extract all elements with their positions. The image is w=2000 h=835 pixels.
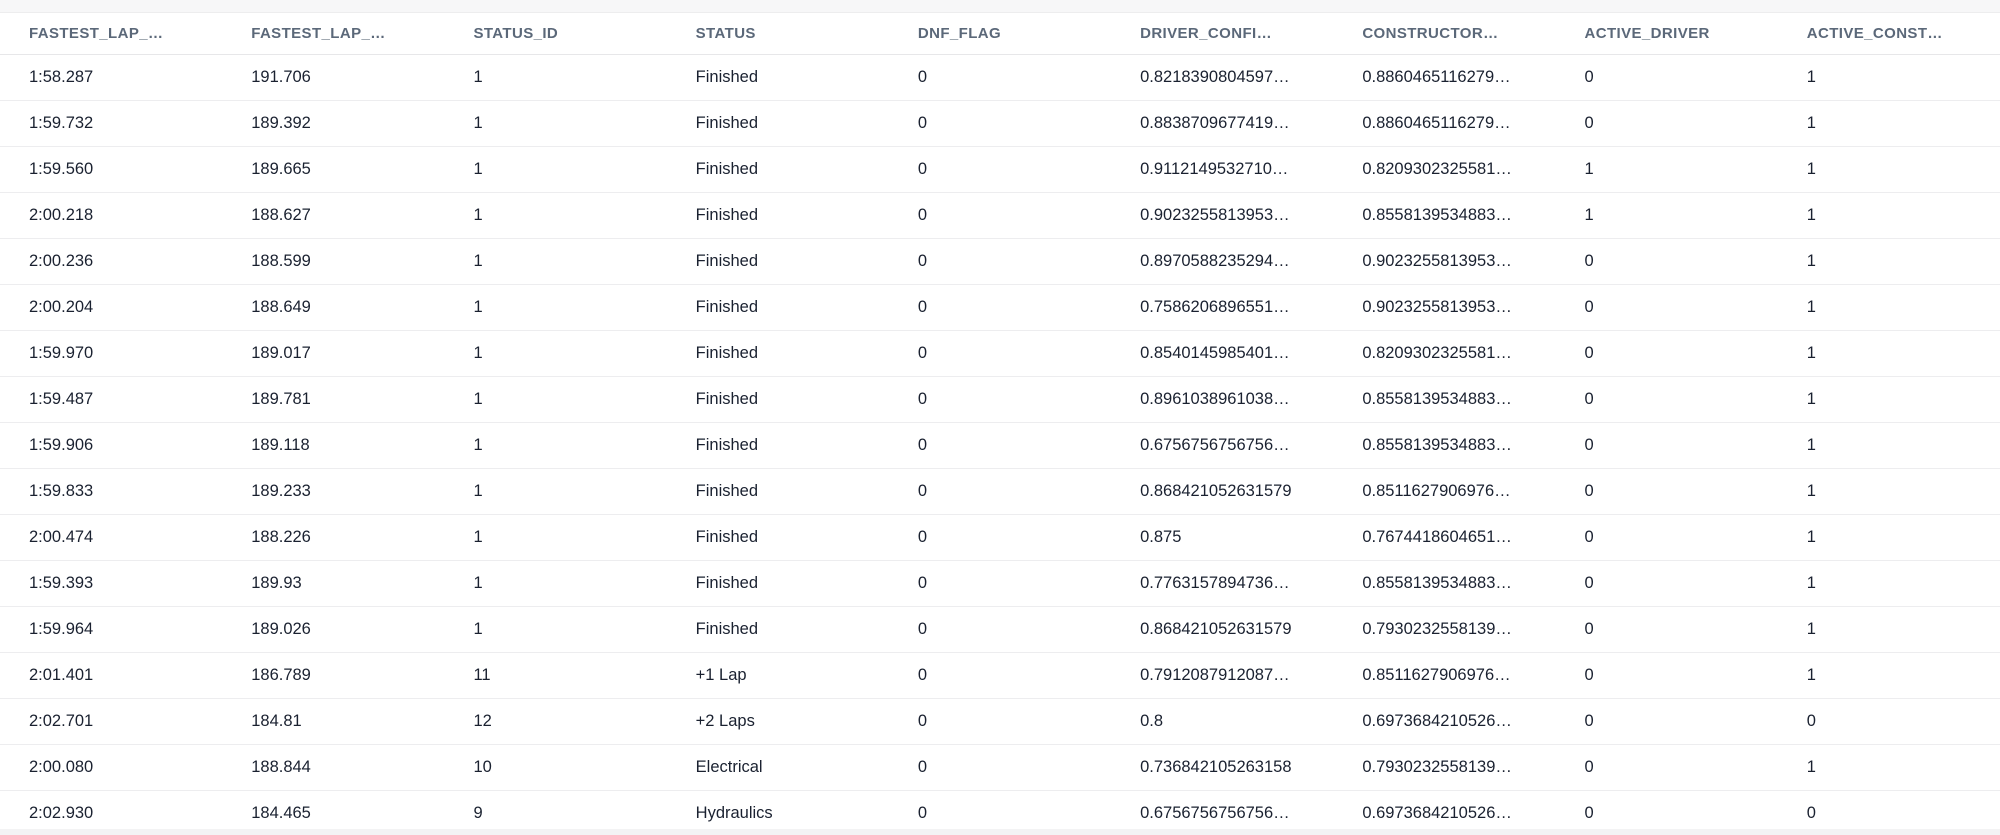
- table-cell: 1: [1778, 100, 2000, 146]
- table-cell: 9: [444, 790, 666, 835]
- table-cell: 0.875: [1111, 514, 1333, 560]
- table-cell: 1: [444, 376, 666, 422]
- column-header[interactable]: STATUS: [667, 13, 889, 54]
- table-cell: 0.6756756756756…: [1111, 422, 1333, 468]
- table-cell: 0.8540145985401…: [1111, 330, 1333, 376]
- table-cell: 0: [889, 238, 1111, 284]
- table-row: [0, 744, 2000, 790]
- horizontal-scrollbar-track[interactable]: [0, 829, 2000, 835]
- table-cell: 2:02.701: [0, 698, 222, 744]
- table-row: [0, 284, 2000, 330]
- table-cell: 0.6973684210526…: [1333, 698, 1555, 744]
- table-cell: 1: [444, 468, 666, 514]
- table-cell: 186.789: [222, 652, 444, 698]
- table-cell: 1: [444, 330, 666, 376]
- table-cell: 1: [1778, 514, 2000, 560]
- table-body: [0, 54, 2000, 835]
- table-cell: 1: [444, 238, 666, 284]
- column-header[interactable]: STATUS_ID: [444, 13, 666, 54]
- table-cell: 0: [889, 376, 1111, 422]
- table-cell: 1: [444, 54, 666, 100]
- table-cell: 184.465: [222, 790, 444, 835]
- table-cell: 0: [889, 192, 1111, 238]
- table-cell: Finished: [667, 606, 889, 652]
- table-cell: 0: [889, 468, 1111, 514]
- table-cell: 2:02.930: [0, 790, 222, 835]
- table-cell: 0.8970588235294…: [1111, 238, 1333, 284]
- table-cell: 0: [1556, 376, 1778, 422]
- table-cell: 1: [1778, 744, 2000, 790]
- table-header-row: [0, 13, 2000, 54]
- table-cell: Hydraulics: [667, 790, 889, 835]
- table-cell: 0: [889, 100, 1111, 146]
- table-cell: 1: [1778, 330, 2000, 376]
- table-cell: Finished: [667, 192, 889, 238]
- table-cell: 0: [1556, 422, 1778, 468]
- table-cell: 0.8209302325581…: [1333, 330, 1555, 376]
- table-cell: Finished: [667, 514, 889, 560]
- table-cell: 0.736842105263158: [1111, 744, 1333, 790]
- table-cell: 0: [1556, 698, 1778, 744]
- table-cell: 189.781: [222, 376, 444, 422]
- table-cell: 0.6756756756756…: [1111, 790, 1333, 835]
- table-cell: 1: [1778, 238, 2000, 284]
- table-cell: 1: [444, 514, 666, 560]
- table-cell: 0: [889, 606, 1111, 652]
- table-cell: 0: [889, 744, 1111, 790]
- column-header[interactable]: CONSTRUCTOR…: [1333, 13, 1555, 54]
- table-cell: 1: [1778, 146, 2000, 192]
- table-cell: 1: [444, 100, 666, 146]
- table-cell: 0.8838709677419…: [1111, 100, 1333, 146]
- table-cell: Finished: [667, 238, 889, 284]
- table-cell: 0.8558139534883…: [1333, 192, 1555, 238]
- table-cell: 0: [1556, 606, 1778, 652]
- table-cell: 0.8860465116279…: [1333, 54, 1555, 100]
- table-cell: 1:59.964: [0, 606, 222, 652]
- table-cell: 1: [1556, 192, 1778, 238]
- table-cell: 189.665: [222, 146, 444, 192]
- table-cell: 12: [444, 698, 666, 744]
- table-cell: 1: [444, 422, 666, 468]
- table-cell: 1:59.906: [0, 422, 222, 468]
- table-cell: 0.8558139534883…: [1333, 376, 1555, 422]
- table-cell: +2 Laps: [667, 698, 889, 744]
- table-cell: 189.017: [222, 330, 444, 376]
- table-row: [0, 100, 2000, 146]
- table-cell: 188.627: [222, 192, 444, 238]
- table-cell: 2:00.474: [0, 514, 222, 560]
- table-cell: 189.93: [222, 560, 444, 606]
- table-cell: 0: [889, 330, 1111, 376]
- table-cell: 0: [889, 146, 1111, 192]
- table-cell: 1: [1778, 606, 2000, 652]
- table-cell: 1: [1778, 652, 2000, 698]
- table-cell: 0.8558139534883…: [1333, 422, 1555, 468]
- table-cell: 0.8558139534883…: [1333, 560, 1555, 606]
- table-cell: 0.8860465116279…: [1333, 100, 1555, 146]
- table-cell: 1: [444, 606, 666, 652]
- table-cell: Finished: [667, 100, 889, 146]
- table-row: [0, 376, 2000, 422]
- table-row: [0, 560, 2000, 606]
- table-cell: 0.8209302325581…: [1333, 146, 1555, 192]
- table-cell: 11: [444, 652, 666, 698]
- table-cell: 0: [889, 790, 1111, 835]
- table-cell: 1:59.560: [0, 146, 222, 192]
- table-cell: 0: [889, 514, 1111, 560]
- data-table: [0, 13, 2000, 835]
- table-cell: 0: [1556, 744, 1778, 790]
- table-cell: +1 Lap: [667, 652, 889, 698]
- table-cell: Finished: [667, 376, 889, 422]
- column-header[interactable]: DRIVER_CONFI…: [1111, 13, 1333, 54]
- table-cell: 0: [1556, 790, 1778, 835]
- table-cell: 0.7912087912087…: [1111, 652, 1333, 698]
- table-cell: 0: [1778, 698, 2000, 744]
- table-cell: 1: [1778, 468, 2000, 514]
- table-cell: 1:59.970: [0, 330, 222, 376]
- table-cell: 2:00.204: [0, 284, 222, 330]
- table-cell: 184.81: [222, 698, 444, 744]
- table-row: [0, 468, 2000, 514]
- table-cell: 1:59.487: [0, 376, 222, 422]
- table-row: [0, 238, 2000, 284]
- table-cell: 0: [1556, 468, 1778, 514]
- table-cell: 189.392: [222, 100, 444, 146]
- table-cell: 0.6973684210526…: [1333, 790, 1555, 835]
- column-header[interactable]: FASTEST_LAP_…: [222, 13, 444, 54]
- table-row: [0, 514, 2000, 560]
- table-cell: 1: [1778, 560, 2000, 606]
- table-cell: 10: [444, 744, 666, 790]
- table-cell: 2:00.218: [0, 192, 222, 238]
- table-cell: 1:59.732: [0, 100, 222, 146]
- table-cell: 189.233: [222, 468, 444, 514]
- table-cell: 189.026: [222, 606, 444, 652]
- table-cell: 1: [444, 146, 666, 192]
- table-row: [0, 698, 2000, 744]
- table-cell: 0.9112149532710…: [1111, 146, 1333, 192]
- table-cell: 0.8511627906976…: [1333, 652, 1555, 698]
- table-cell: Finished: [667, 330, 889, 376]
- table-cell: 0: [889, 284, 1111, 330]
- table-row: [0, 54, 2000, 100]
- table-cell: 0: [1556, 560, 1778, 606]
- table-cell: 1: [444, 560, 666, 606]
- table-cell: 1: [1778, 192, 2000, 238]
- table-cell: 1: [1778, 422, 2000, 468]
- table-cell: 1: [1778, 284, 2000, 330]
- table-cell: 0: [1556, 652, 1778, 698]
- top-divider-strip: [0, 0, 2000, 13]
- table-cell: 0.8961038961038…: [1111, 376, 1333, 422]
- table-cell: 0: [1556, 514, 1778, 560]
- table-cell: 0: [1556, 284, 1778, 330]
- table-cell: 2:01.401: [0, 652, 222, 698]
- table-cell: 2:00.236: [0, 238, 222, 284]
- table-cell: 0: [889, 698, 1111, 744]
- table-row: [0, 330, 2000, 376]
- table-cell: 0: [889, 422, 1111, 468]
- table-cell: Finished: [667, 422, 889, 468]
- column-header[interactable]: DNF_FLAG: [889, 13, 1111, 54]
- table-cell: 0.7930232558139…: [1333, 606, 1555, 652]
- table-cell: 188.649: [222, 284, 444, 330]
- table-cell: Finished: [667, 54, 889, 100]
- table-row: [0, 192, 2000, 238]
- table-cell: 0: [889, 652, 1111, 698]
- table-cell: 188.599: [222, 238, 444, 284]
- table-cell: 0: [1778, 790, 2000, 835]
- table-cell: Finished: [667, 468, 889, 514]
- table-cell: 1: [444, 192, 666, 238]
- table-cell: 0.868421052631579: [1111, 468, 1333, 514]
- table-cell: 0.7930232558139…: [1333, 744, 1555, 790]
- table-cell: 188.226: [222, 514, 444, 560]
- table-cell: 0.9023255813953…: [1333, 238, 1555, 284]
- table-row: [0, 652, 2000, 698]
- table-cell: Finished: [667, 560, 889, 606]
- table-cell: 0.7763157894736…: [1111, 560, 1333, 606]
- column-header[interactable]: ACTIVE_DRIVER: [1556, 13, 1778, 54]
- table-cell: 0: [889, 54, 1111, 100]
- table-cell: Electrical: [667, 744, 889, 790]
- table-cell: 1: [1778, 54, 2000, 100]
- table-cell: 0: [889, 560, 1111, 606]
- table-cell: 0.8: [1111, 698, 1333, 744]
- table-cell: 188.844: [222, 744, 444, 790]
- column-header[interactable]: ACTIVE_CONST…: [1778, 13, 2000, 54]
- table-row: [0, 422, 2000, 468]
- table-cell: 1: [1778, 376, 2000, 422]
- table-cell: 0.9023255813953…: [1111, 192, 1333, 238]
- table-cell: 189.118: [222, 422, 444, 468]
- table-cell: 1:59.833: [0, 468, 222, 514]
- table-cell: 1: [444, 284, 666, 330]
- table-cell: 1: [1556, 146, 1778, 192]
- table-cell: 0: [1556, 330, 1778, 376]
- table-cell: Finished: [667, 284, 889, 330]
- table-cell: 1:58.287: [0, 54, 222, 100]
- table-cell: 0.7674418604651…: [1333, 514, 1555, 560]
- table-cell: 0: [1556, 238, 1778, 284]
- table-cell: 2:00.080: [0, 744, 222, 790]
- table-row: [0, 146, 2000, 192]
- table-cell: 0: [1556, 54, 1778, 100]
- column-header[interactable]: FASTEST_LAP_…: [0, 13, 222, 54]
- table-cell: Finished: [667, 146, 889, 192]
- table-cell: 0.7586206896551…: [1111, 284, 1333, 330]
- table-cell: 0.9023255813953…: [1333, 284, 1555, 330]
- table-cell: 0.8218390804597…: [1111, 54, 1333, 100]
- table-cell: 1:59.393: [0, 560, 222, 606]
- table-cell: 0.8511627906976…: [1333, 468, 1555, 514]
- table-cell: 0.868421052631579: [1111, 606, 1333, 652]
- table-cell: 0: [1556, 100, 1778, 146]
- table-cell: 191.706: [222, 54, 444, 100]
- table-row: [0, 606, 2000, 652]
